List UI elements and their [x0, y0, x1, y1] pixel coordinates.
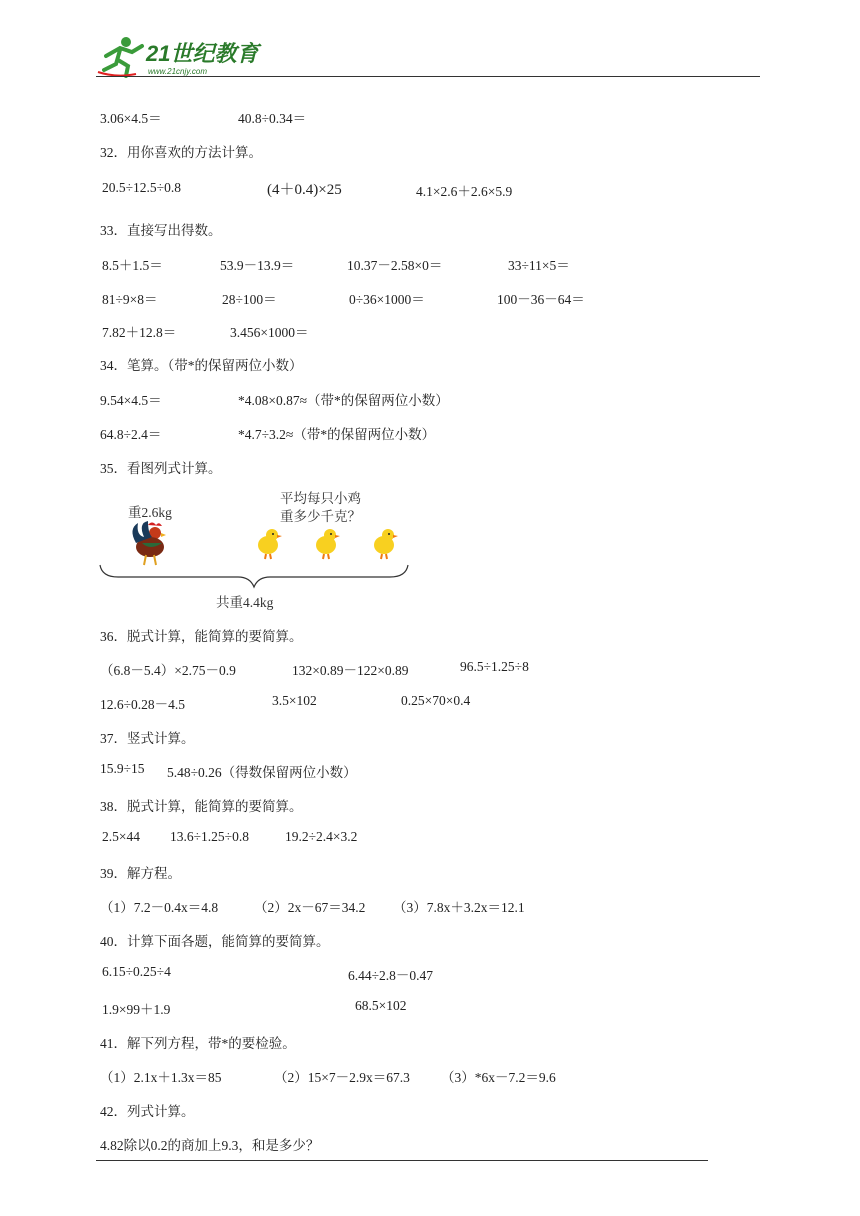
question-label-line2: 重多少千克？	[280, 509, 361, 524]
question-32: 32．用你喜欢的方法计算。	[100, 145, 262, 160]
rooster-icon	[132, 521, 166, 565]
logo	[96, 34, 266, 78]
equation: （2）15×7－2.9x＝67.3	[274, 1070, 410, 1085]
chick-icon	[374, 529, 398, 559]
equation: （3）7.8x＋3.2x＝12.1	[393, 900, 525, 915]
expr: 3.456×1000＝	[230, 325, 309, 340]
expr: 132×0.89－122×0.89	[292, 663, 409, 678]
question-35: 35．看图列式计算。	[100, 461, 222, 476]
question-41: 41．解下列方程，带*的要检验。	[100, 1036, 296, 1051]
total-weight-label: 共重4.4kg	[216, 595, 274, 610]
question-36: 36．脱式计算，能简算的要简算。	[100, 629, 303, 644]
expr: 20.5÷12.5÷0.8	[102, 180, 181, 195]
expr: 33÷11×5＝	[508, 258, 570, 273]
page-header	[96, 30, 760, 80]
expr: 10.37－2.58×0＝	[347, 258, 443, 273]
question-40: 40．计算下面各题，能简算的要简算。	[100, 934, 330, 949]
equation: （1）2.1x＋1.3x＝85	[100, 1070, 222, 1085]
expr: 5.48÷0.26（得数保留两位小数）	[167, 765, 357, 780]
expr: （6.8－5.4）×2.75－0.9	[100, 663, 236, 678]
expr: 4.1×2.6＋2.6×5.9	[416, 184, 513, 199]
expr: 53.9－13.9＝	[220, 258, 295, 273]
expr: 12.6÷0.28－4.5	[100, 697, 186, 712]
expr: 6.15÷0.25÷4	[102, 964, 171, 979]
expr: 0÷36×1000＝	[349, 292, 425, 307]
equation: （3）*6x－7.2＝9.6	[441, 1070, 556, 1085]
chick-icon	[258, 529, 282, 559]
expr: 100－36－64＝	[497, 292, 585, 307]
expr: 19.2÷2.4×3.2	[285, 829, 358, 844]
expr: 81÷9×8＝	[102, 292, 158, 307]
expr: 8.5＋1.5＝	[102, 258, 163, 273]
header-divider	[96, 76, 760, 77]
expr: 3.5×102	[272, 693, 317, 708]
svg-text:www.21cnjy.com: www.21cnjy.com	[148, 67, 207, 76]
equation: （2）2x－67＝34.2	[254, 900, 366, 915]
expr: 13.6÷1.25÷0.8	[170, 829, 249, 844]
expr: *4.7÷3.2≈（带*的保留两位小数）	[238, 427, 436, 442]
expr: 1.9×99＋1.9	[102, 1002, 171, 1017]
equation: （1）7.2－0.4x＝4.8	[100, 900, 219, 915]
question-label-line1: 平均每只小鸡	[280, 491, 361, 506]
footer-divider	[96, 1160, 708, 1161]
expr: 3.06×4.5＝	[100, 111, 162, 126]
expr: 0.25×70×0.4	[401, 693, 471, 708]
expr: 68.5×102	[355, 998, 407, 1013]
expr: 9.54×4.5＝	[100, 393, 162, 408]
question-38: 38．脱式计算，能简算的要简算。	[100, 799, 303, 814]
question-34: 34．笔算。（带*的保留两位小数）	[100, 358, 303, 373]
word-problem: 4.82除以0.2的商加上9.3，和是多少？	[100, 1138, 320, 1153]
question-42: 42．列式计算。	[100, 1104, 195, 1119]
total-brace	[100, 565, 408, 587]
expr: 15.9÷15	[100, 761, 145, 776]
expr: 64.8÷2.4＝	[100, 427, 162, 442]
svg-text:21世纪教育: 21世纪教育	[146, 41, 259, 66]
expr: (4＋0.4)×25	[267, 182, 342, 198]
expr: *4.08×0.87≈（带*的保留两位小数）	[238, 393, 449, 408]
expr: 6.44÷2.8－0.47	[348, 968, 434, 983]
expr: 7.82＋12.8＝	[102, 325, 177, 340]
rooster-weight-label: 重2.6kg	[128, 505, 172, 520]
expr: 2.5×44	[102, 829, 140, 844]
expr: 28÷100＝	[222, 292, 277, 307]
question-37: 37．竖式计算。	[100, 731, 195, 746]
question-39: 39．解方程。	[100, 866, 181, 881]
expr: 96.5÷1.25÷8	[460, 659, 529, 674]
chick-icon	[316, 529, 340, 559]
question-33: 33．直接写出得数。	[100, 223, 222, 238]
rooster-chicks-figure	[98, 483, 410, 613]
expr: 40.8÷0.34＝	[238, 111, 307, 126]
